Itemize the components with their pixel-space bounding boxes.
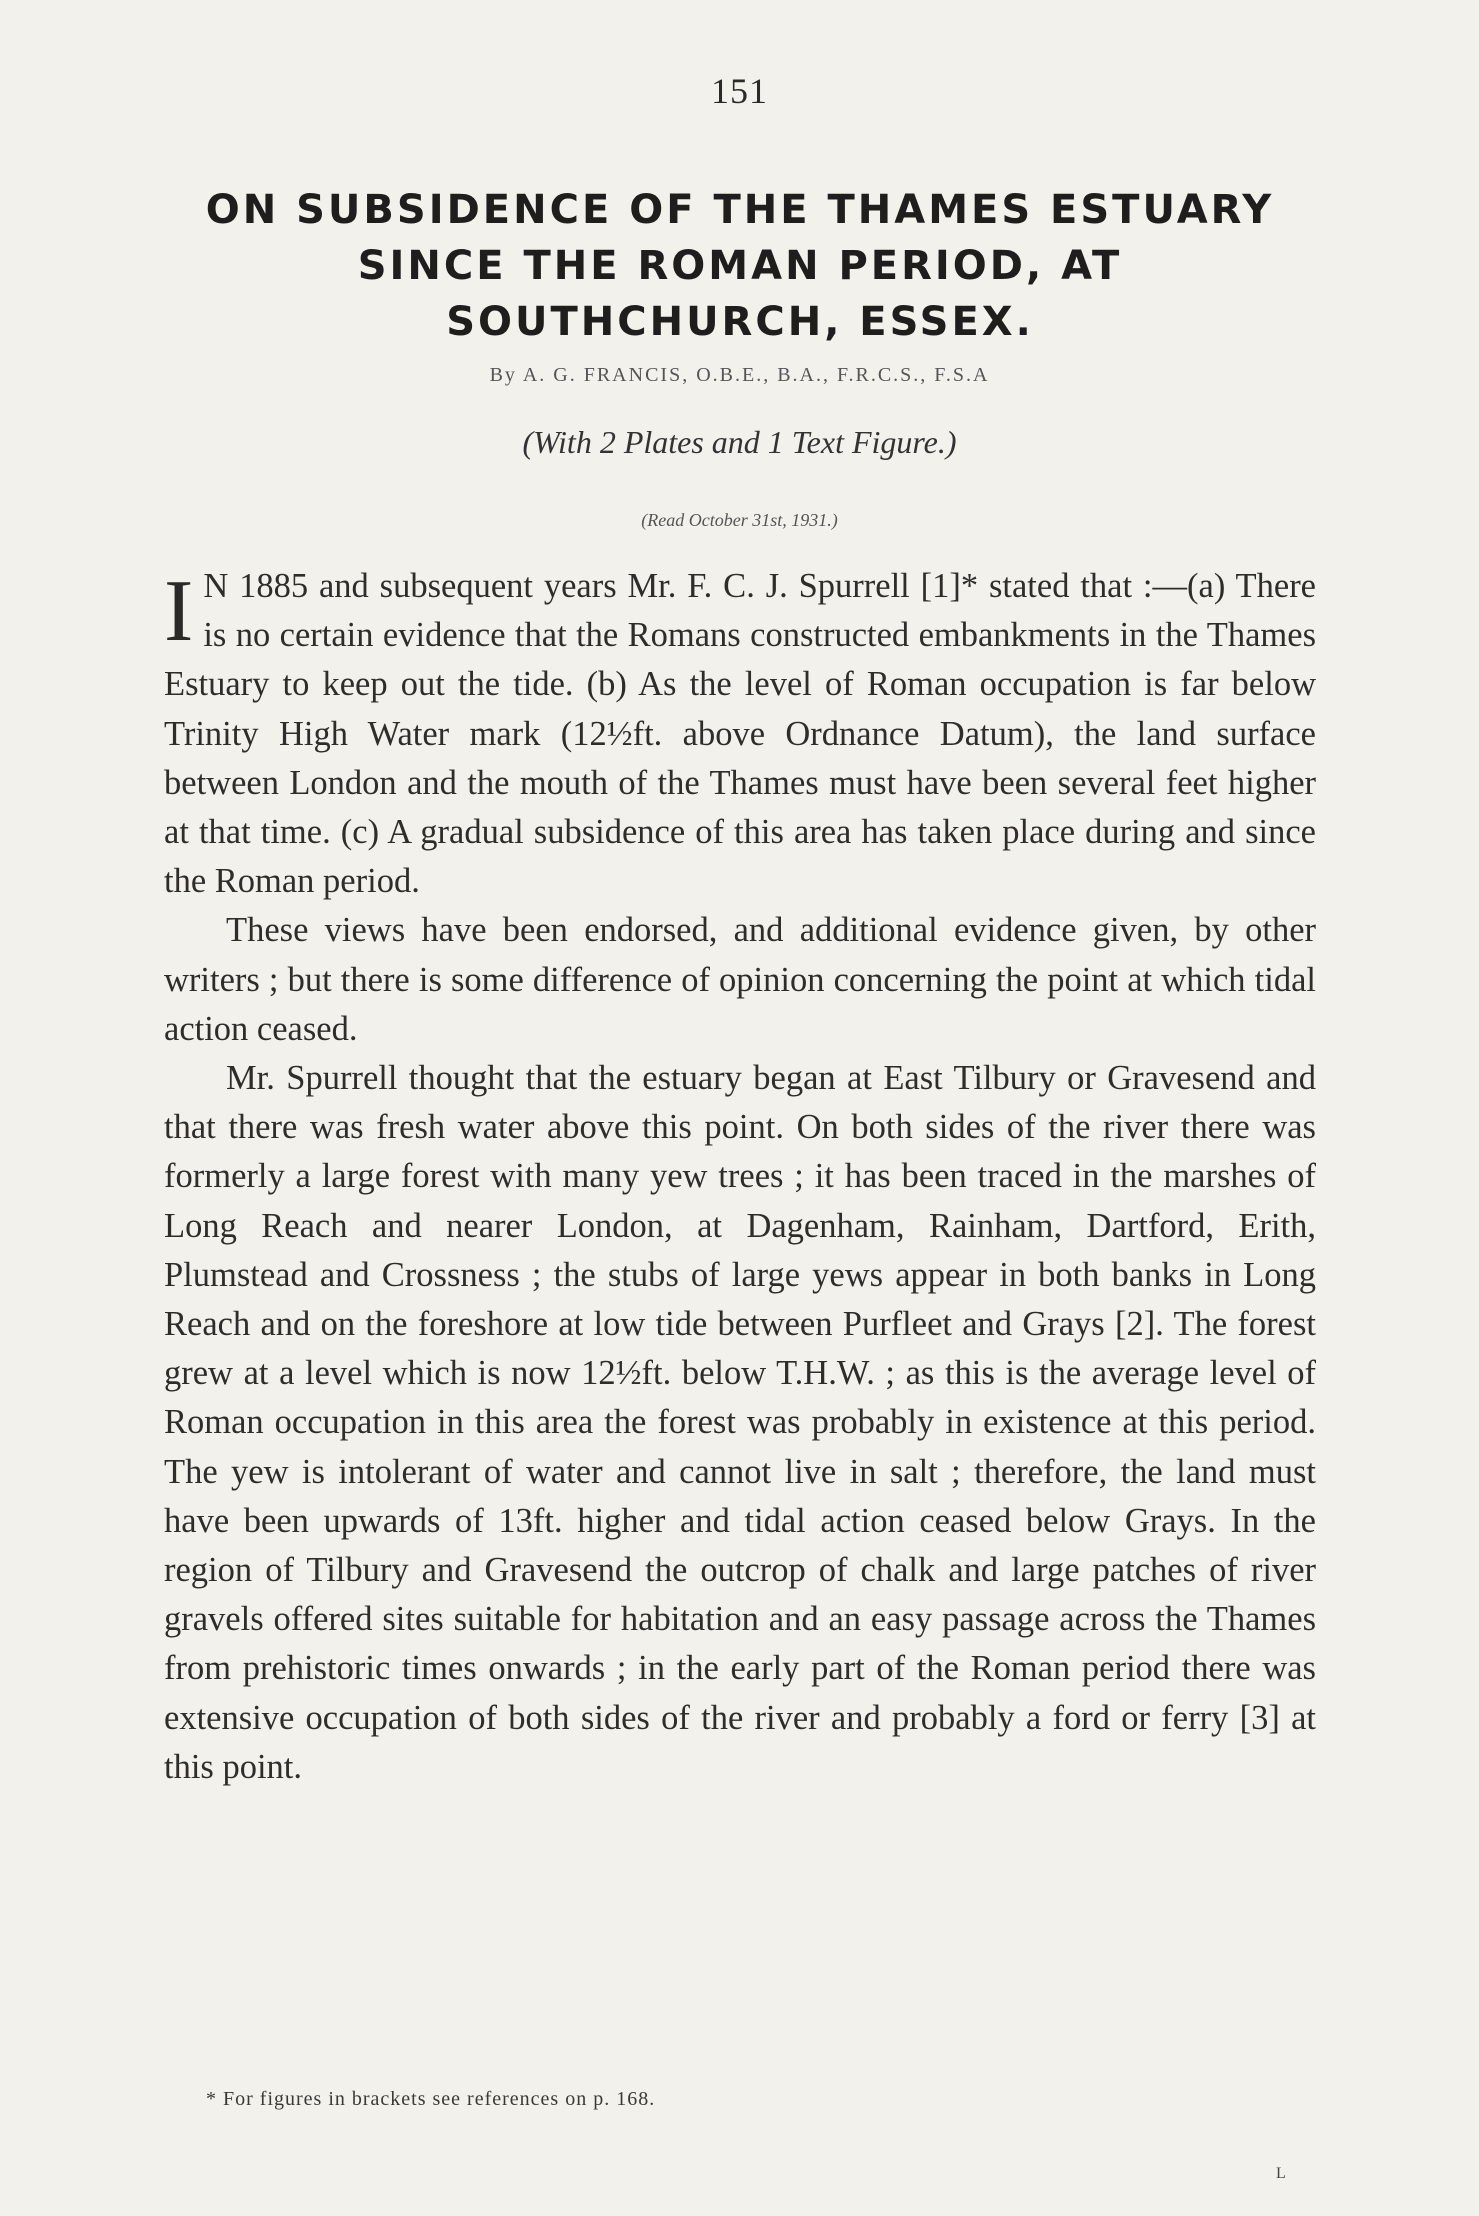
title-line: ON SUBSIDENCE OF THE THAMES ESTUARY — [205, 187, 1275, 233]
signature-mark: L — [1276, 2165, 1286, 2182]
page-number: 151 — [711, 71, 768, 111]
paragraph: These views have been endorsed, and additional evidence given, by other writers ; but there is some difference of opinion concerning the point at which tidal action ceased. — [164, 911, 1316, 1048]
paragraph: Mr. Spurrell thought that the estuary began at East Tilbury or Gravesend and that there was fresh water above this point. On both sides of the river there was formerly a large forest with many yew trees ; it has been traced in the marshes of Long Reach and nearer London, at Dagenham, Rainham, Dartford, Erith, Plumstead and Crossness ; the stubs of large yews appear in both banks in Long Reach and on the foreshore at low tide between Purfleet and Grays [2]. The forest grew at a level which is now 12½ft. below T.H.W. ; as this is the average level of Roman occupation in this area the forest was probably in existence at this period. The yew is intolerant of water and cannot live in salt ; therefore, the land must have been upwards of 13ft. higher and tidal action ceased below Grays. In the region of Tilbury and Gravesend the outcrop of chalk and large patches of river gravels offered sites suitable for habitation and an easy passage across the Thames from prehistoric times onwards ; in the early part of the Roman period there was extensive occupation of both sides of the river and probably a ford or ferry [3] at this point. — [164, 1059, 1316, 1786]
drop-cap: I — [164, 563, 194, 660]
title-line: SOUTHCHURCH, ESSEX. — [446, 299, 1034, 345]
paragraph — [164, 562, 1316, 906]
author-byline: By A. G. FRANCIS, O.B.E., B.A., F.R.C.S., F.S.A — [489, 364, 990, 386]
title-line: SINCE THE ROMAN PERIOD, AT — [357, 243, 1123, 289]
footnote: * For figures in brackets see references on p. 168. — [206, 2088, 656, 2110]
read-date: (Read October 31st, 1931.) — [641, 510, 838, 530]
article-body — [164, 562, 1316, 1792]
paragraph-text: N 1885 and subsequent years Mr. F. C. J. Spurrell [1]* stated that :—(a) There is no certain evidence that the Romans constructed embankments in the Thames Estuary to keep out the tide. (b) As the level of Roman occupation is far below Trinity High Water mark (12½ft. above Ordnance Datum), the land surface between London and the mouth of the Thames must have been several feet higher at that time. (c) A gradual subsidence of this area has taken place during and since the Roman period. — [164, 567, 1316, 901]
article-title — [120, 182, 1360, 350]
plates-note: (With 2 Plates and 1 Text Figure.) — [522, 424, 957, 460]
